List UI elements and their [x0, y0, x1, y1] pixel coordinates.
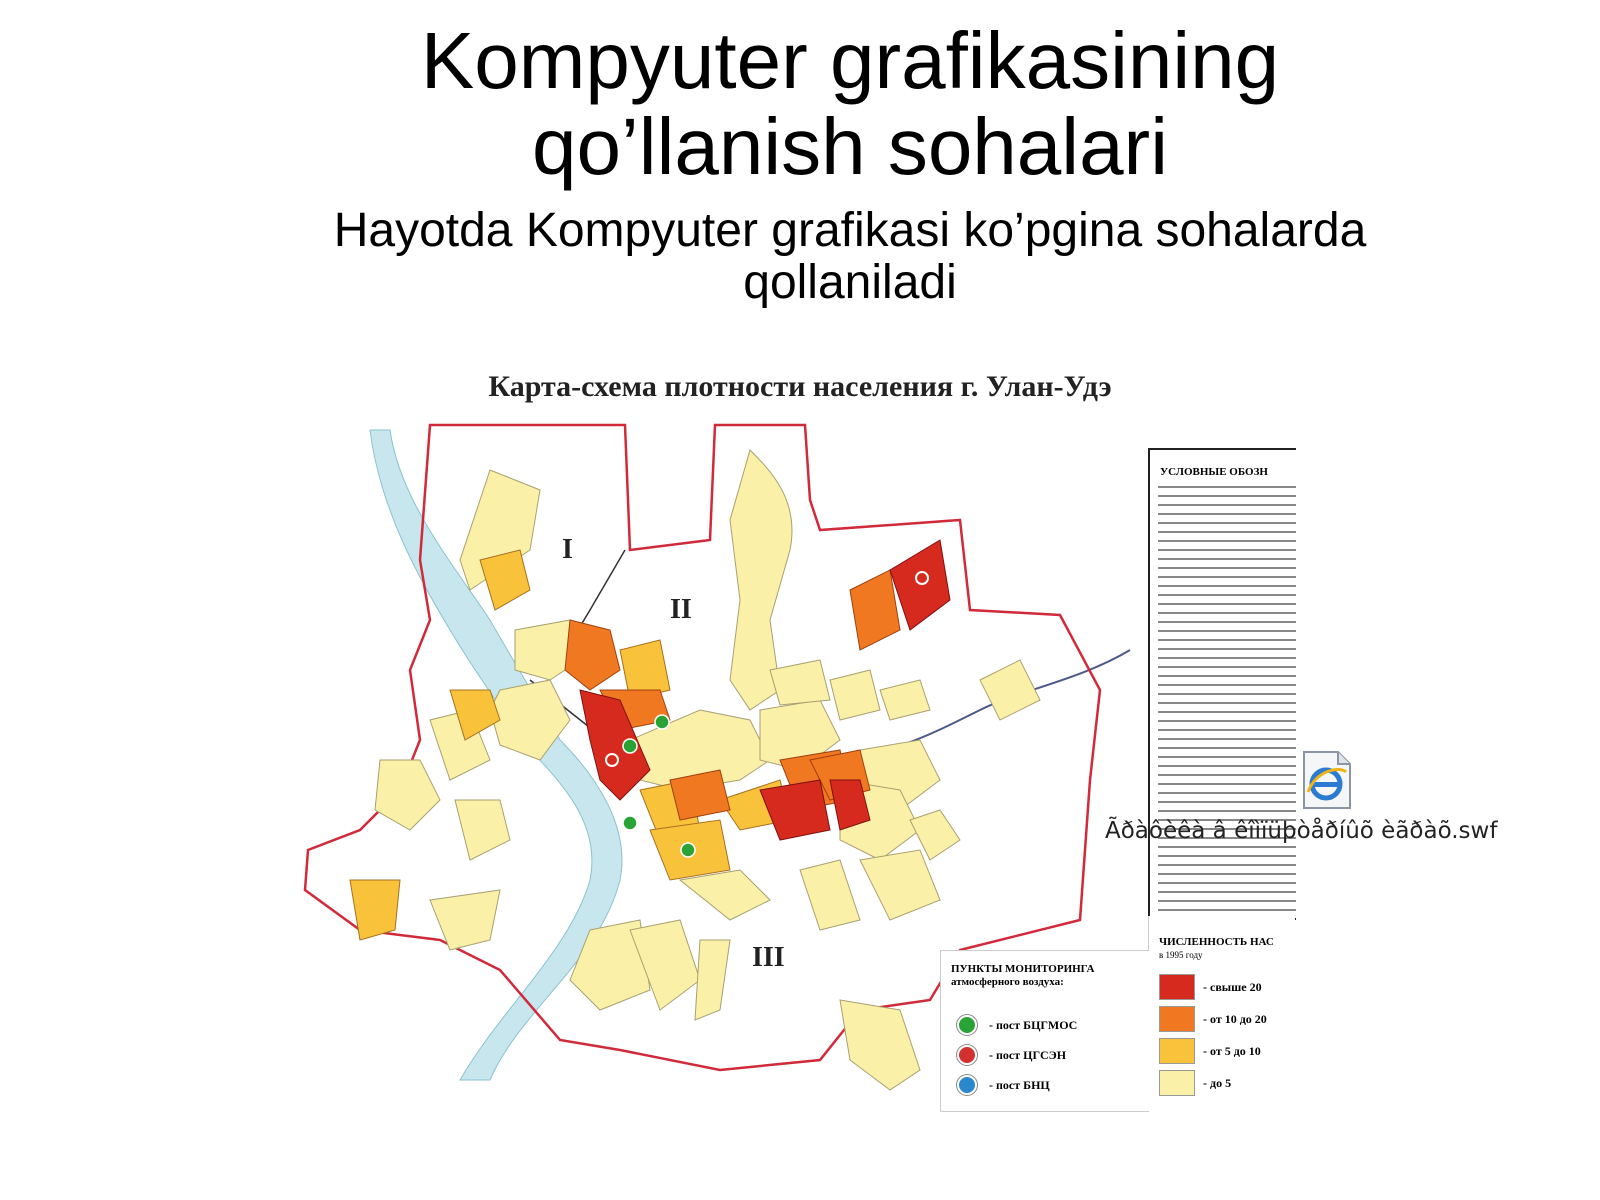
green-dot-icon — [957, 1015, 977, 1035]
density-label: - до 5 — [1203, 1075, 1232, 1090]
density-item — [1159, 974, 1262, 1000]
red-dot-icon — [957, 1045, 977, 1065]
density-subheader: в 1995 году — [1159, 950, 1203, 960]
monitoring-label: - пост ЦГСЭН — [989, 1047, 1067, 1062]
legend-density — [1148, 916, 1295, 1111]
legend-conventions — [1148, 448, 1296, 920]
monitoring-label: - пост БЦГМОС — [989, 1017, 1078, 1032]
monitor-dot-green — [623, 816, 637, 830]
blue-dot-icon — [957, 1075, 977, 1095]
density-item — [1159, 1038, 1261, 1064]
file-name-label[interactable]: Ãðàôèêà â êîìïüþòåðíûõ èãðàõ.swf — [1105, 818, 1498, 844]
density-item — [1159, 1006, 1267, 1032]
density-swatch — [1159, 974, 1195, 1000]
internet-explorer-file-icon[interactable] — [1300, 748, 1354, 812]
monitoring-item — [957, 1015, 1077, 1035]
density-header: ЧИСЛЕННОСТЬ НАС — [1159, 936, 1274, 948]
monitor-dot-green — [655, 715, 669, 729]
region-label-2: II — [670, 594, 692, 625]
legend-header: УСЛОВНЫЕ ОБОЗН — [1160, 466, 1268, 478]
density-item — [1159, 1070, 1231, 1096]
density-label: - свыше 20 — [1203, 979, 1262, 994]
legend-monitoring — [940, 950, 1149, 1112]
monitoring-header: ПУНКТЫ МОНИТОРИНГА атмосферного воздуха: — [951, 963, 1095, 988]
density-label: - от 10 до 20 — [1203, 1011, 1267, 1026]
monitoring-label: - пост БНЦ — [989, 1077, 1050, 1092]
map-title: Карта-схема плотности населения г. Улан-Удэ — [488, 370, 1112, 403]
monitoring-item — [957, 1045, 1066, 1065]
density-swatch — [1159, 1070, 1195, 1096]
monitoring-item — [957, 1075, 1050, 1095]
density-swatch — [1159, 1006, 1195, 1032]
slide-subtitle: Hayotda Kompyuter grafikasi ko’pgina sohalarda qollaniladi — [333, 204, 1367, 309]
density-swatch — [1159, 1038, 1195, 1064]
region-label-3: III — [752, 942, 785, 973]
region-label-1: I — [562, 534, 573, 565]
monitor-dot-green — [681, 843, 695, 857]
population-density-map — [300, 360, 1300, 1140]
monitor-dot-green — [623, 739, 637, 753]
slide-title: Kompyuter grafikasining qo’llanish sohalari — [420, 16, 1280, 191]
density-label: - от 5 до 10 — [1203, 1043, 1261, 1058]
